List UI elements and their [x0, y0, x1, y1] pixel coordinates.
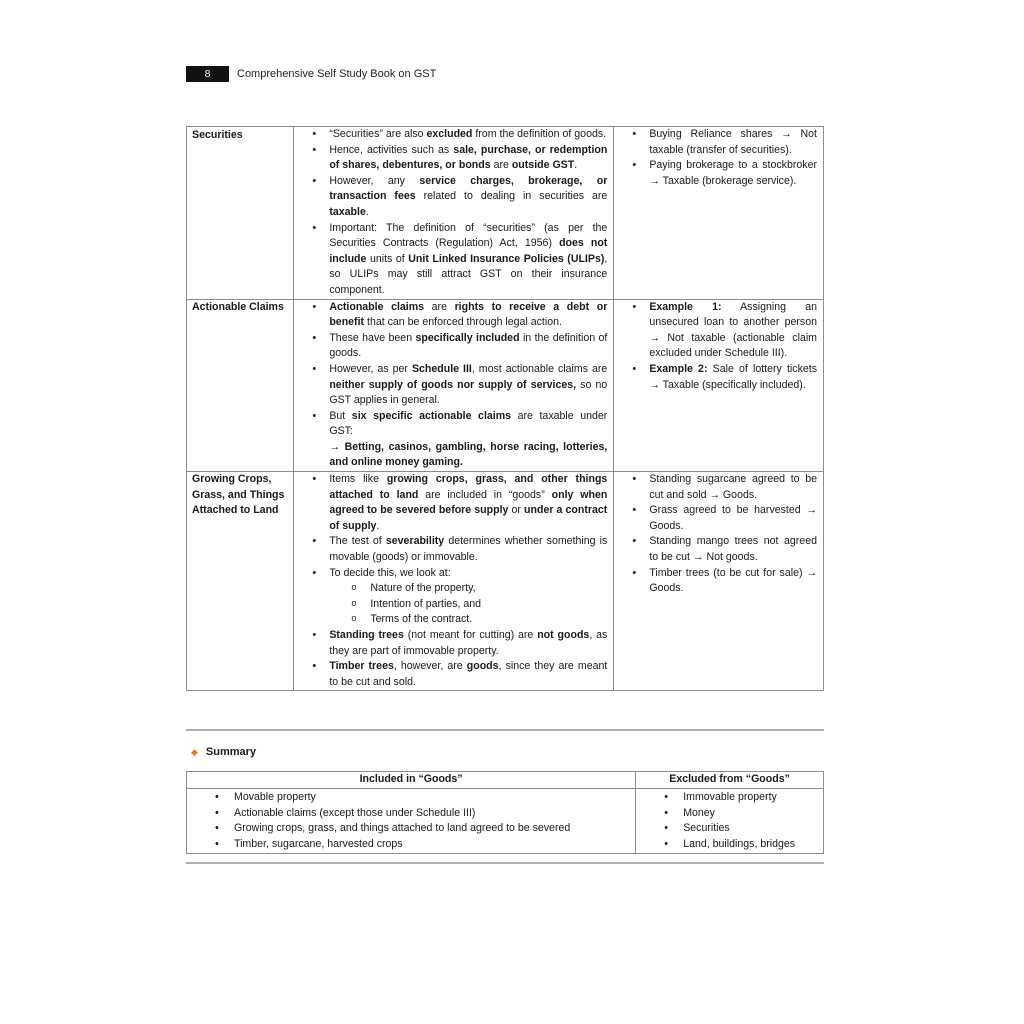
diamond-bullet-icon: ◆	[191, 746, 198, 757]
list-item: • These have been specifically included in the definition of goods.	[300, 331, 607, 362]
row-examples	[614, 127, 824, 300]
table-row-growing-crops	[187, 472, 824, 691]
page-number: 8	[186, 66, 229, 82]
list-item: • However, as per Schedule III, most actionable claims are neither supply of goods nor supply of services, so no GST applies in general.	[300, 362, 607, 409]
list-item: • Timber, sugarcane, harvested crops	[193, 837, 629, 853]
included-header: Included in “Goods”	[187, 772, 636, 789]
row-category: Securities	[187, 127, 294, 300]
excluded-header: Excluded from “Goods”	[636, 772, 824, 789]
sub-list-item: o Terms of the contract.	[329, 612, 607, 628]
summary-heading	[191, 746, 256, 758]
list-item: • However, any service charges, brokerage, or transaction fees related to dealing in securities are taxable.	[300, 174, 607, 221]
row-points	[294, 127, 614, 300]
list-item-text: To decide this, we look at:	[329, 566, 451, 579]
list-item: • Timber trees (to be cut for sale) → Goods.	[620, 566, 817, 597]
list-item: • “Securities” are also excluded from the definition of goods.	[300, 127, 607, 143]
table-row-actionable-claims	[187, 299, 824, 472]
list-item: • Actionable claims (except those under Schedule III)	[193, 806, 629, 822]
bottom-divider	[186, 862, 824, 864]
row-examples	[614, 472, 824, 691]
summary-row	[187, 789, 824, 854]
list-item: • Money	[642, 806, 817, 822]
row-examples	[614, 299, 824, 472]
list-item: • Actionable claims are rights to receive a debt or benefit that can be enforced through legal action.	[300, 300, 607, 331]
excluded-list	[636, 789, 824, 854]
row-points	[294, 299, 614, 472]
list-item: • Immovable property	[642, 790, 817, 806]
list-item: • Grass agreed to be harvested → Goods.	[620, 503, 817, 534]
list-item: • Important: The definition of “securities” (as per the Securities Contracts (Regulation) Act, 1956) does not include units of Unit Linked Insurance Policies (ULIPs), so ULIPs may still attract GST on their insurance component.	[300, 221, 607, 299]
sub-list	[329, 581, 607, 628]
list-item: • Standing mango trees not agreed to be cut → Not goods.	[620, 534, 817, 565]
list-item: • Example 2: Sale of lottery tickets → Taxable (specifically included).	[620, 362, 817, 393]
row-points	[294, 472, 614, 691]
list-item: • The test of severability determines whether something is movable (goods) or immovable.	[300, 534, 607, 565]
table-row-securities	[187, 127, 824, 300]
book-title: Comprehensive Self Study Book on GST	[237, 68, 437, 80]
list-item: • Standing trees (not meant for cutting) are not goods, as they are part of immovable property.	[300, 628, 607, 659]
page-header	[186, 66, 436, 82]
list-item	[300, 566, 607, 628]
list-item: • Buying Reliance shares → Not taxable (transfer of securities).	[620, 127, 817, 158]
row-category: Growing Crops, Grass, and Things Attached to Land	[187, 472, 294, 691]
list-item: • Movable property	[193, 790, 629, 806]
row-category: Actionable Claims	[187, 299, 294, 472]
sub-list-item: o Nature of the property,	[329, 581, 607, 597]
list-item: • Hence, activities such as sale, purchase, or redemption of shares, debentures, or bonds are outside GST.	[300, 143, 607, 174]
list-item: • Land, buildings, bridges	[642, 837, 817, 853]
sub-list-item: o Intention of parties, and	[329, 597, 607, 613]
summary-header-row	[187, 772, 824, 789]
section-divider	[186, 729, 824, 731]
list-item: • Growing crops, grass, and things attached to land agreed to be severed	[193, 821, 629, 837]
goods-definition-table	[186, 126, 824, 691]
list-item: • Securities	[642, 821, 817, 837]
list-item: • Standing sugarcane agreed to be cut and sold → Goods.	[620, 472, 817, 503]
summary-table	[186, 771, 824, 854]
list-item: • Paying brokerage to a stockbroker → Taxable (brokerage service).	[620, 158, 817, 189]
included-list	[187, 789, 636, 854]
list-item: • Items like growing crops, grass, and other things attached to land are included in “goods” only when agreed to be severed before supply or under a contract of supply.	[300, 472, 607, 534]
summary-title: Summary	[205, 746, 257, 758]
list-item: • But six specific actionable claims are taxable under GST: → Betting, casinos, gambling, horse racing, lotteries, and online money gaming.	[300, 409, 607, 471]
list-item: • Timber trees, however, are goods, since they are meant to be cut and sold.	[300, 659, 607, 690]
list-item: • Example 1: Assigning an unsecured loan to another person → Not taxable (actionable claim excluded under Schedule III).	[620, 300, 817, 362]
